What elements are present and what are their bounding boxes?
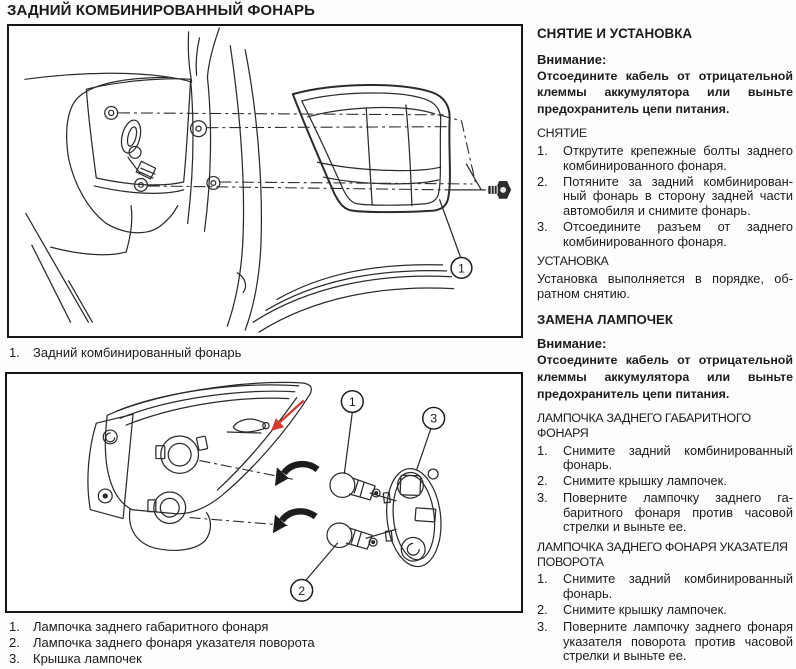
step-text: Снимите крышку лампочек. (563, 473, 727, 489)
caption-text: Лампочка заднего фонаря указателя поворота (33, 635, 315, 650)
callout-1-badge (451, 258, 472, 279)
page-title: ЗАДНИЙ КОМБИНИРОВАННЫЙ ФОНАРЬ (7, 2, 316, 19)
bulb-socket-inner (168, 443, 191, 466)
install-text: Установка выполняется в порядке, обратном снятию. (537, 271, 793, 301)
bumper-corner-line (51, 247, 126, 255)
side-marker-line (227, 432, 261, 433)
callout-leader (440, 200, 461, 257)
rear-panel-contour (67, 77, 178, 232)
step-text: Снимите крышку лампочек. (563, 602, 727, 618)
list-item (537, 444, 793, 473)
figure1-caption (9, 345, 241, 360)
list-item (537, 474, 793, 489)
callout-2-badge (291, 580, 313, 602)
caption-number: 3. (9, 651, 20, 666)
figure-lamp-removal-diagram (7, 24, 523, 338)
heading-removal-install: СНЯТИЕ И УСТАНОВКА (537, 26, 693, 41)
lamp-lens-line (308, 107, 435, 116)
connector-detail (140, 168, 155, 178)
rotate-arrow-icon (275, 464, 318, 486)
bracket-hole-center (103, 494, 107, 498)
callout-leader (417, 429, 431, 469)
lamp-opening (86, 79, 190, 185)
bulb-socket (161, 436, 199, 473)
socket-clip (196, 436, 207, 450)
housing-hatch-line (120, 391, 295, 418)
list-item (537, 572, 793, 601)
caption-row (9, 635, 315, 651)
bumper-corner-line (69, 281, 93, 322)
step-text: Открутите крепежные болты заднего комбинированного фонаря. (563, 143, 793, 173)
list-item (537, 175, 793, 218)
subheading-tail-bulb: ЛАМПОЧКА ЗАДНЕГО ГАБАРИТНОГО ФОНАРЯ (537, 410, 751, 440)
tail-bulb-steps (537, 444, 793, 535)
step-text: Потяните за задний комбинированный фонарь в сторону задней части автомобиля и снимите фонарь. (563, 173, 793, 218)
trunk-channel-line (227, 46, 243, 326)
bulb-cover-icon (379, 466, 448, 570)
side-marker-bulb (233, 419, 265, 432)
callout-1-badge (341, 391, 363, 413)
screw-leader (466, 164, 481, 190)
step-number: 2. (537, 173, 548, 189)
rotate-arrow-icon (273, 511, 316, 533)
screw-icon (488, 181, 511, 199)
tail-bulb-icon (330, 473, 380, 500)
turn-bulb-steps (537, 572, 793, 663)
step-number: 3. (537, 219, 548, 235)
callout-leader (306, 543, 338, 580)
mount-hole-center (211, 181, 216, 186)
step-number: 2. (537, 602, 548, 618)
lamp-housing-outline (105, 382, 311, 513)
body-crease-line (188, 79, 193, 223)
mount-hole-center (109, 110, 114, 115)
bumper-arc (253, 276, 451, 322)
step-text: Поверните лампочку заднего габаритного фонаря против часовой стрелки и выньте ее. (563, 490, 793, 535)
mount-hole (105, 106, 118, 119)
caption-number: 1. (9, 345, 20, 360)
lamp-lens-line (318, 162, 441, 170)
bumper-corner-line (126, 206, 132, 252)
figure2-captions (9, 619, 315, 667)
mount-hole-center (196, 126, 201, 131)
bumper-corner-line (26, 214, 89, 323)
housing-hatch-line (126, 398, 289, 425)
step-text: Поверните лампочку заднего фонаря указателя поворота против часовой стрелки и выньте ее. (563, 619, 793, 664)
step-number: 1. (537, 143, 548, 159)
figure-bulb-replacement-diagram (5, 372, 523, 613)
warning-text: Отсоедините кабель от отрицательной клеммы аккумулятора или выньте предохранитель цепи питания. (537, 353, 793, 401)
body-crease-line (204, 77, 210, 231)
step-number: 3. (537, 619, 548, 635)
callout-leader (344, 412, 352, 473)
list-item (537, 144, 793, 173)
list-item (537, 603, 793, 618)
callout-2-number: 2 (298, 583, 306, 598)
warning-block-2 (537, 336, 793, 403)
bulb-socket-inner (160, 498, 179, 517)
callout-1-number: 1 (458, 261, 465, 276)
dash-dot-axis-lines (118, 113, 475, 190)
bulb-recess-slot-inner (126, 126, 139, 147)
caption-row (9, 651, 315, 667)
trunk-channel-line (245, 50, 261, 330)
callout-1-number: 1 (348, 395, 356, 409)
caption-text: Задний комбинированный фонарь (33, 345, 242, 360)
step-number: 1. (537, 442, 548, 458)
side-marker-bulb-tip (263, 422, 269, 428)
caption-text: Лампочка заднего габаритного фонаря (33, 619, 269, 634)
subheading-install: УСТАНОВКА (537, 254, 609, 269)
list-item (537, 491, 793, 534)
turn-bulb-icon (327, 523, 377, 549)
caption-text: Крышка лампочек (33, 651, 142, 666)
bulb-replacement-drawing (7, 374, 521, 611)
c-pillar-line (207, 28, 219, 77)
caption-number: 1. (9, 619, 20, 634)
callout-3-number: 3 (430, 411, 438, 426)
lamp-lens-divider (366, 108, 372, 205)
warning-text: Отсоедините кабель от отрицательной клеммы аккумулятора или выньте предохранитель цепи питания. (537, 68, 793, 117)
housing-lower-lobe (130, 509, 211, 551)
instructions-column (537, 26, 793, 666)
warning-block-1 (537, 52, 793, 119)
step-number: 1. (537, 571, 548, 587)
lamp-lens-divider (406, 105, 412, 206)
bracket-hole-spiral (106, 433, 115, 442)
heading-bulb-replacement: ЗАМЕНА ЛАМПОЧЕК (537, 311, 673, 327)
c-pillar-line (188, 32, 191, 81)
callout-3-badge (423, 407, 445, 429)
caption-number: 2. (9, 635, 20, 650)
lamp-removal-drawing (9, 26, 521, 336)
c-pillar-line (196, 38, 199, 76)
removal-steps (537, 144, 793, 249)
caption-row (9, 619, 315, 635)
step-text: Отсоедините разъем от заднего комбинированного фонаря. (563, 219, 793, 249)
bumper-arc (259, 288, 453, 332)
warning-label: Внимание: (537, 336, 607, 352)
subheading-turn-bulb: ЛАМПОЧКА ЗАДНЕГО ФОНАРЯ УКАЗАТЕЛЯ ПОВОРОТА (537, 539, 788, 569)
step-text: Снимите задний комбинированный фонарь. (563, 571, 793, 601)
step-text: Снимите задний комбинированный фонарь. (563, 442, 793, 472)
step-number: 2. (537, 473, 548, 489)
bulb-socket (154, 492, 186, 523)
warning-label: Внимание: (537, 51, 607, 67)
subheading-removal: СНЯТИЕ (537, 126, 587, 141)
list-item (537, 620, 793, 663)
list-item (537, 220, 793, 249)
harness-wire (128, 157, 140, 173)
step-number: 3. (537, 490, 548, 506)
